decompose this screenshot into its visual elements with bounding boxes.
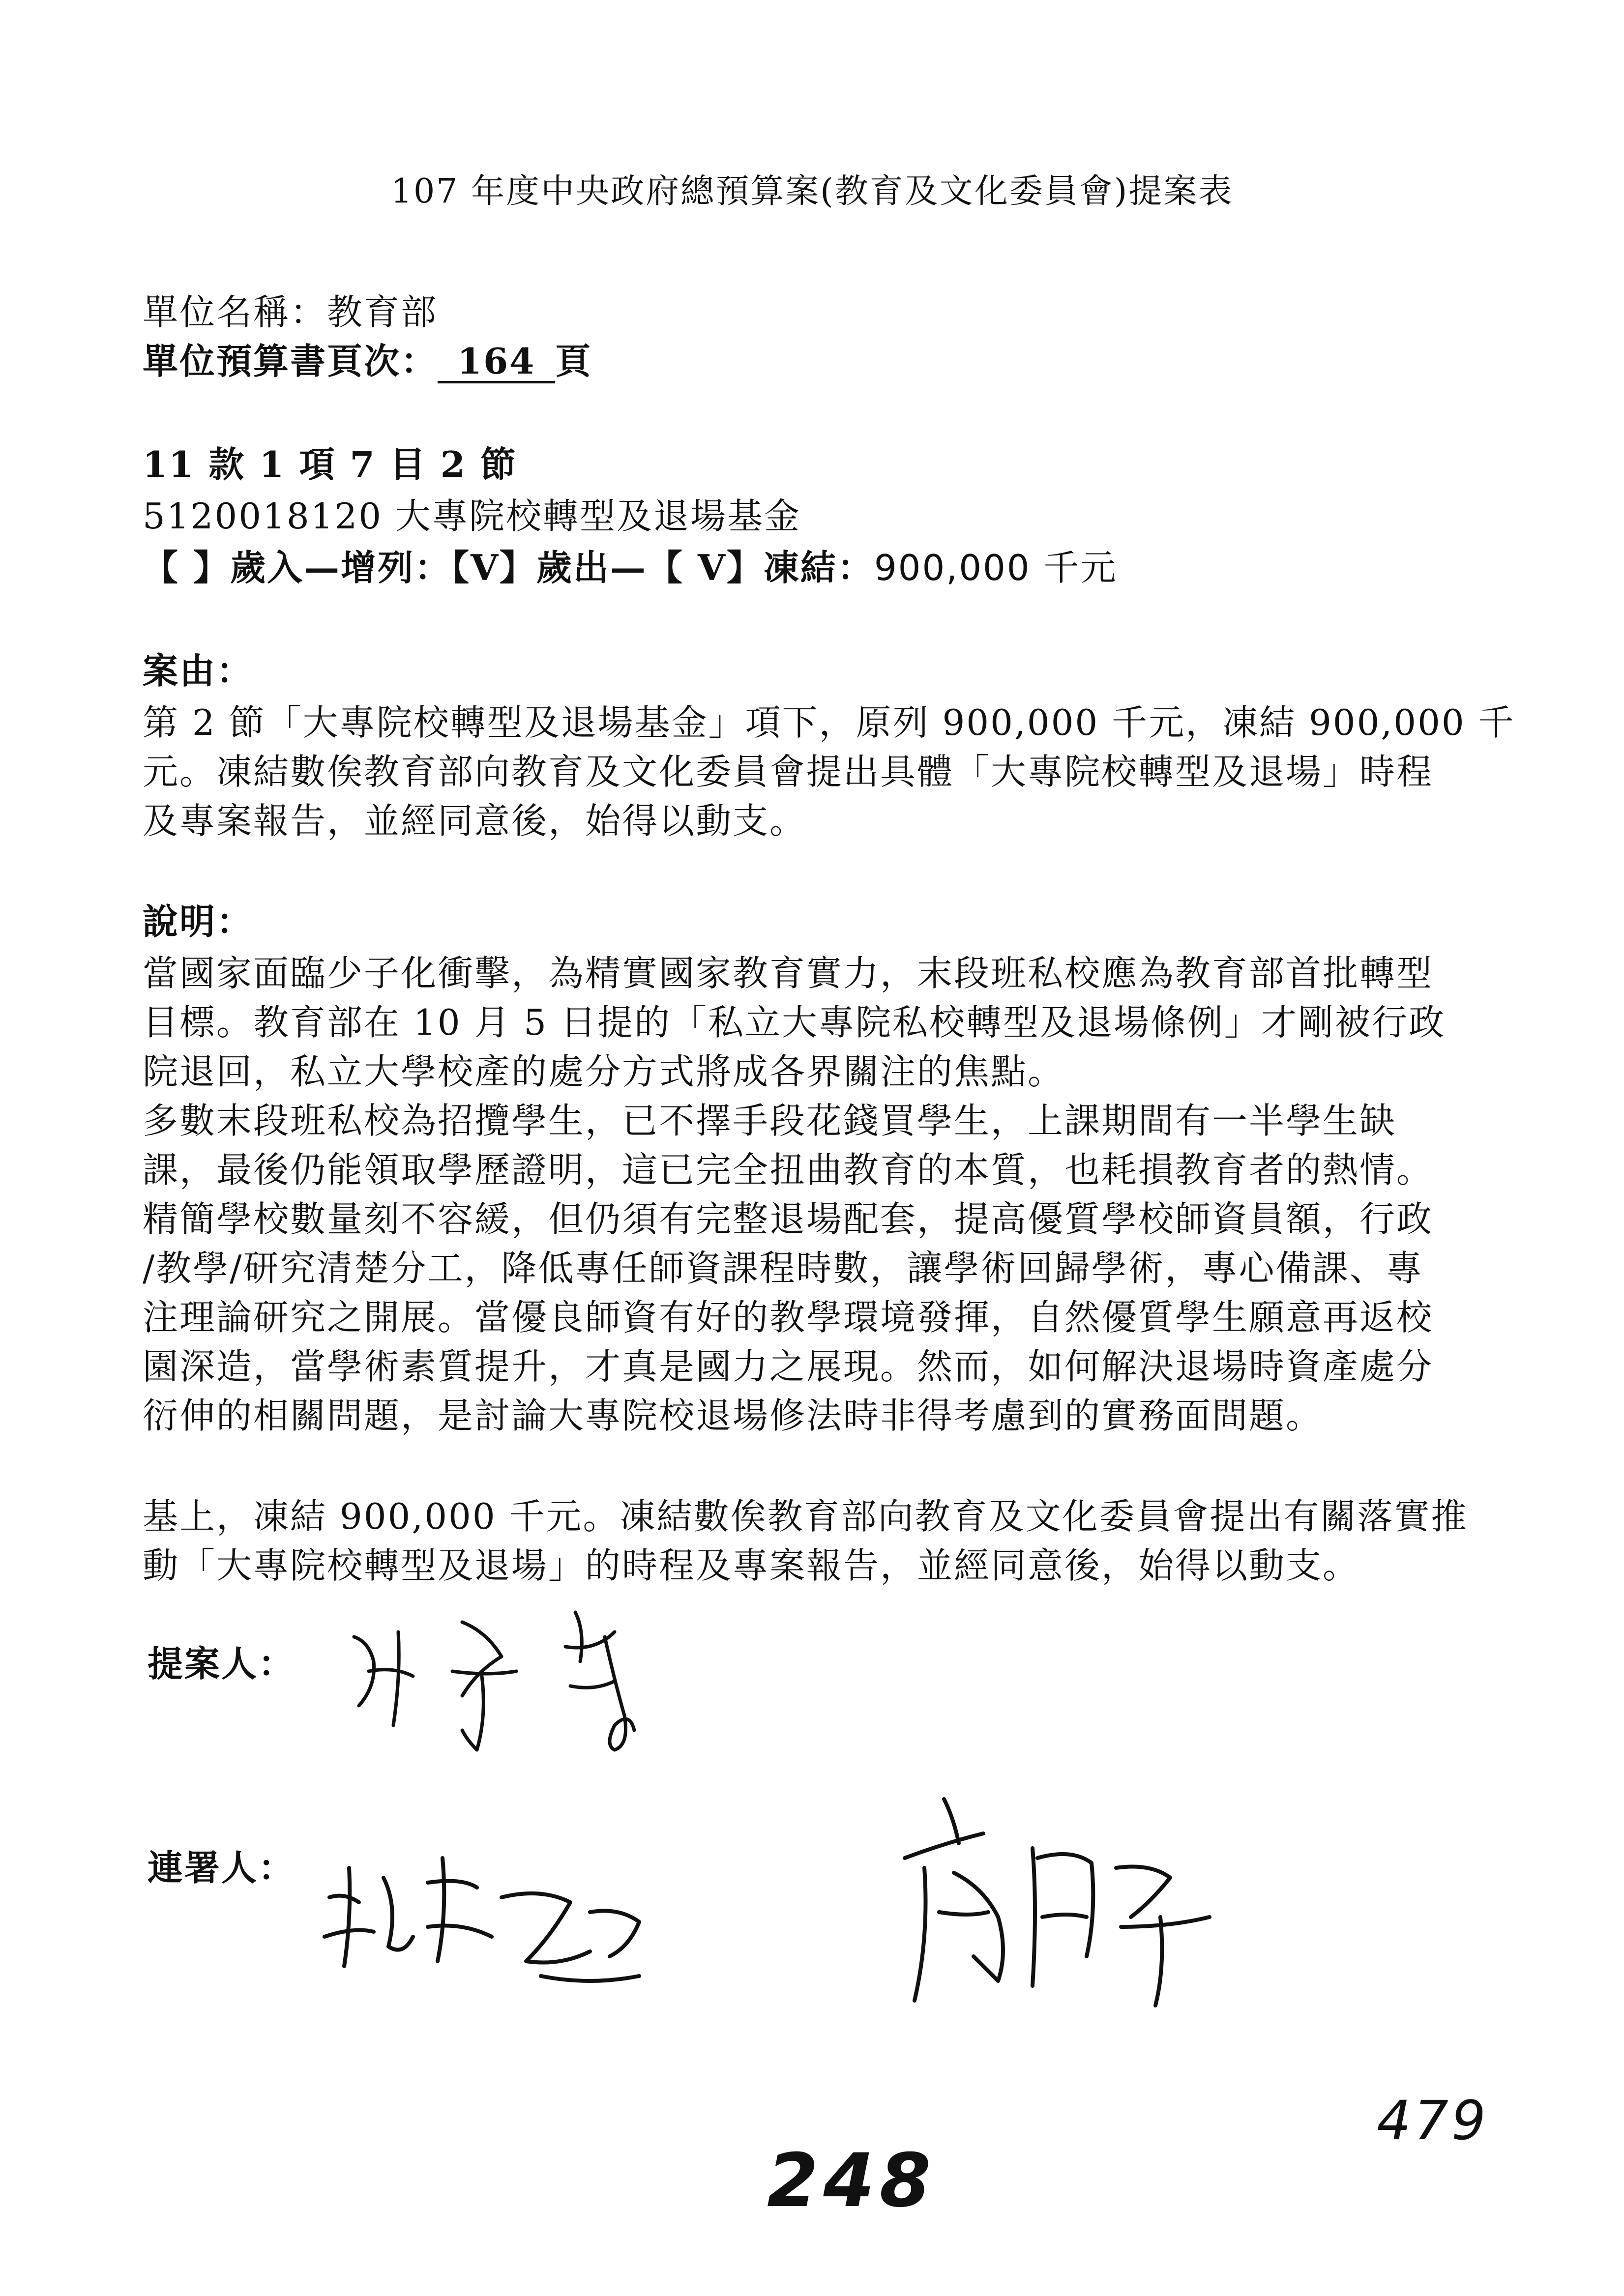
explanation-line: 院退回，私立大學校產的處分方式將成各界關注的焦點。 bbox=[143, 1051, 1065, 1092]
proposer-label: 提案人： bbox=[148, 1643, 295, 1685]
handwritten-corner-number: 479 bbox=[1377, 2089, 1489, 2152]
unit-name-row bbox=[143, 290, 438, 334]
reason-line: 及專案報告，並經同意後，始得以動支。 bbox=[143, 800, 807, 842]
handwritten-page-number: 248 bbox=[767, 2138, 936, 2224]
cosigner-signature-2 bbox=[885, 1789, 1239, 2020]
fund-code-name: 5120018120 大專院校轉型及退場基金 bbox=[143, 495, 801, 537]
budget-section: 11 款 1 項 7 目 2 節 bbox=[143, 443, 517, 485]
frozen-amount: 900,000 千元 bbox=[874, 547, 1118, 588]
explanation-line: 精簡學校數量刻不容緩，但仍須有完整退場配套，提高優質學校師資員額，行政 bbox=[143, 1198, 1434, 1240]
unit-page-value: 164 bbox=[438, 342, 555, 383]
cosigner-signature-1 bbox=[315, 1838, 698, 2025]
unit-page-row bbox=[143, 339, 592, 383]
unit-page-label: 單位預算書頁次： bbox=[143, 340, 438, 382]
explanation-line: 當國家面臨少子化衝擊，為精實國家教育實力，末段班私校應為教育部首批轉型 bbox=[143, 953, 1434, 994]
document-title: 107 年度中央政府總預算案(教育及文化委員會)提案表 bbox=[390, 172, 1234, 211]
reason-line: 第 2 節「大專院校轉型及退場基金」項下，原列 900,000 千元，凍結 900,000 千 bbox=[143, 702, 1515, 743]
explanation-line: 注理論研究之開展。當優良師資有好的教學環境發揮，自然優質學生願意再返校 bbox=[143, 1297, 1434, 1338]
cosigner-label: 連署人： bbox=[148, 1847, 295, 1889]
conclusion-line: 基上，凍結 900,000 千元。凍結數俟教育部向教育及文化委員會提出有關落實推 bbox=[143, 1496, 1468, 1537]
unit-page-suffix: 頁 bbox=[555, 340, 592, 382]
category-row bbox=[143, 546, 1118, 590]
reason-line: 元。凍結數俟教育部向教育及文化委員會提出具體「大專院校轉型及退場」時程 bbox=[143, 751, 1434, 792]
unit-name-label: 單位名稱： bbox=[143, 291, 327, 333]
explanation-line: 多數末段班私校為招攬學生，已不擇手段花錢買學生，上課期間有一半學生缺 bbox=[143, 1100, 1397, 1141]
proposer-signature bbox=[339, 1602, 659, 1765]
explanation-line: /教學/研究清楚分工，降低專任師資課程時數，讓學術回歸學術，專心備課、專 bbox=[143, 1248, 1423, 1289]
explanation-line: 衍伸的相關問題，是討論大專院校退場修法時非得考慮到的實務面問題。 bbox=[143, 1395, 1323, 1436]
conclusion-line: 動「大專院校轉型及退場」的時程及專案報告，並經同意後，始得以動支。 bbox=[143, 1545, 1360, 1586]
explanation-line: 課，最後仍能領取學歷證明，這已完全扭曲教育的本質，也耗損教育者的熱情。 bbox=[143, 1149, 1434, 1191]
category-checkboxes: 【 】歲入—增列：【V】歲出—【 V】凍結： bbox=[143, 547, 874, 588]
explanation-heading: 說明： bbox=[143, 901, 254, 942]
unit-name-value: 教育部 bbox=[327, 291, 438, 333]
explanation-line: 目標。教育部在 10 月 5 日提的「私立大專院私校轉型及退場條例」才剛被行政 bbox=[143, 1002, 1446, 1043]
explanation-line: 園深造，當學術素質提升，才真是國力之展現。然而，如何解決退場時資產處分 bbox=[143, 1346, 1434, 1387]
reason-heading: 案由： bbox=[143, 650, 254, 692]
